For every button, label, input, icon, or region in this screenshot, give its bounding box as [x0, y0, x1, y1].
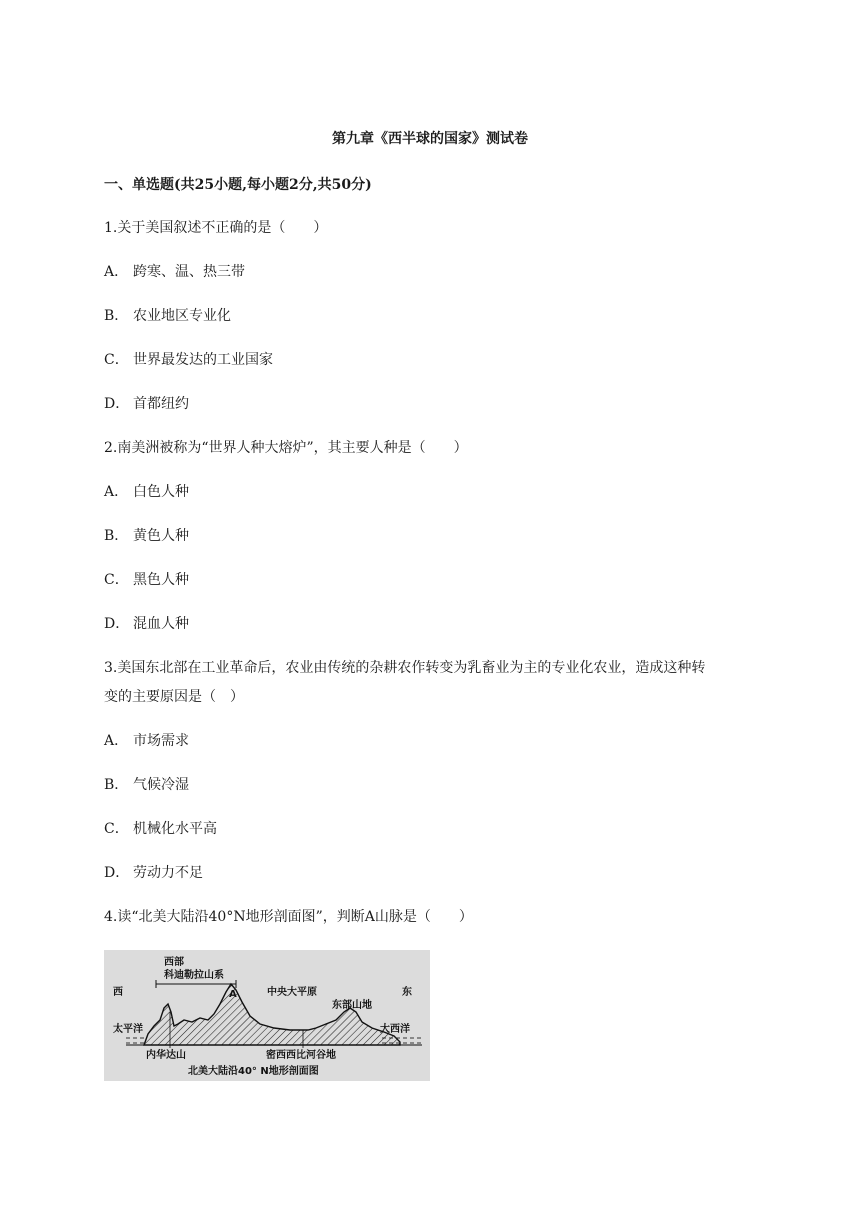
west-part-label: 西部	[164, 957, 184, 968]
question-2-option-c	[104, 570, 189, 590]
option-text: 世界最发达的工业国家	[133, 352, 273, 368]
option-label: A．	[104, 264, 129, 280]
option-label: C．	[104, 821, 129, 837]
option-label: D．	[104, 865, 130, 881]
question-1-option-c	[104, 350, 273, 370]
question-1-option-b	[104, 306, 231, 326]
option-label: A．	[104, 484, 129, 500]
option-text: 气候冷湿	[133, 777, 189, 793]
option-text: 黑色人种	[133, 572, 189, 588]
question-3-option-b	[104, 775, 189, 795]
option-text: 跨寒、温、热三带	[133, 264, 245, 280]
question-1-option-d	[104, 394, 189, 414]
cordillera-label: 科迪勒拉山系	[164, 970, 224, 981]
option-text: 劳动力不足	[133, 865, 203, 881]
question-2-option-d	[104, 614, 189, 634]
option-text: 市场需求	[133, 733, 189, 749]
page-title: 第九章《西半球的国家》测试卷	[332, 131, 528, 147]
terrain-profile-figure	[104, 950, 430, 1081]
option-label: D．	[104, 396, 130, 412]
option-text: 农业地区专业化	[133, 308, 231, 324]
mark-a-label: A	[229, 989, 237, 1000]
question-3-option-a	[104, 731, 189, 751]
option-label: B．	[104, 308, 129, 324]
option-text: 首都纽约	[133, 396, 189, 412]
option-text: 黄色人种	[133, 528, 189, 544]
question-3-option-d	[104, 863, 203, 883]
question-1-stem: 1.关于美国叙述不正确的是（ ）	[104, 220, 328, 236]
option-label: B．	[104, 777, 129, 793]
eastern-mountains-label: 东部山地	[332, 1000, 372, 1011]
option-text: 混血人种	[133, 616, 189, 632]
figure-caption: 北美大陆沿40° N地形剖面图	[188, 1066, 319, 1077]
question-2-option-a	[104, 482, 189, 502]
option-label: C．	[104, 352, 129, 368]
section-heading: 一、单选题(共25小题,每小题2分,共50分)	[104, 177, 372, 193]
option-label: B．	[104, 528, 129, 544]
question-3-stem-line-1: 3.美国东北部在工业革命后，农业由传统的杂耕农作转变为乳畜业为主的专业化农业，造成这种转	[104, 660, 706, 676]
pacific-label: 太平洋	[113, 1024, 143, 1035]
option-label: D．	[104, 616, 130, 632]
question-4-stem: 4.读“北美大陆沿40°N地形剖面图”，判断A山脉是（ ）	[104, 909, 473, 925]
option-label: A．	[104, 733, 129, 749]
east-label: 东	[402, 987, 412, 998]
west-label: 西	[113, 987, 123, 998]
mississippi-label: 密西西比河谷地	[266, 1050, 336, 1061]
option-text: 机械化水平高	[133, 821, 217, 837]
question-2-stem: 2.南美洲被称为“世界人种大熔炉”，其主要人种是（ ）	[104, 440, 468, 456]
question-3-option-c	[104, 819, 217, 839]
nevada-label: 内华达山	[146, 1050, 186, 1061]
question-2-option-b	[104, 526, 189, 546]
option-label: C．	[104, 572, 129, 588]
atlantic-label: 大西洋	[380, 1024, 410, 1035]
question-3-stem-line-2: 变的主要原因是（ ）	[104, 689, 244, 705]
option-text: 白色人种	[133, 484, 189, 500]
central-plain-label: 中央大平原	[267, 987, 317, 998]
terrain-profile-svg	[104, 950, 430, 1081]
question-1-option-a	[104, 262, 245, 282]
